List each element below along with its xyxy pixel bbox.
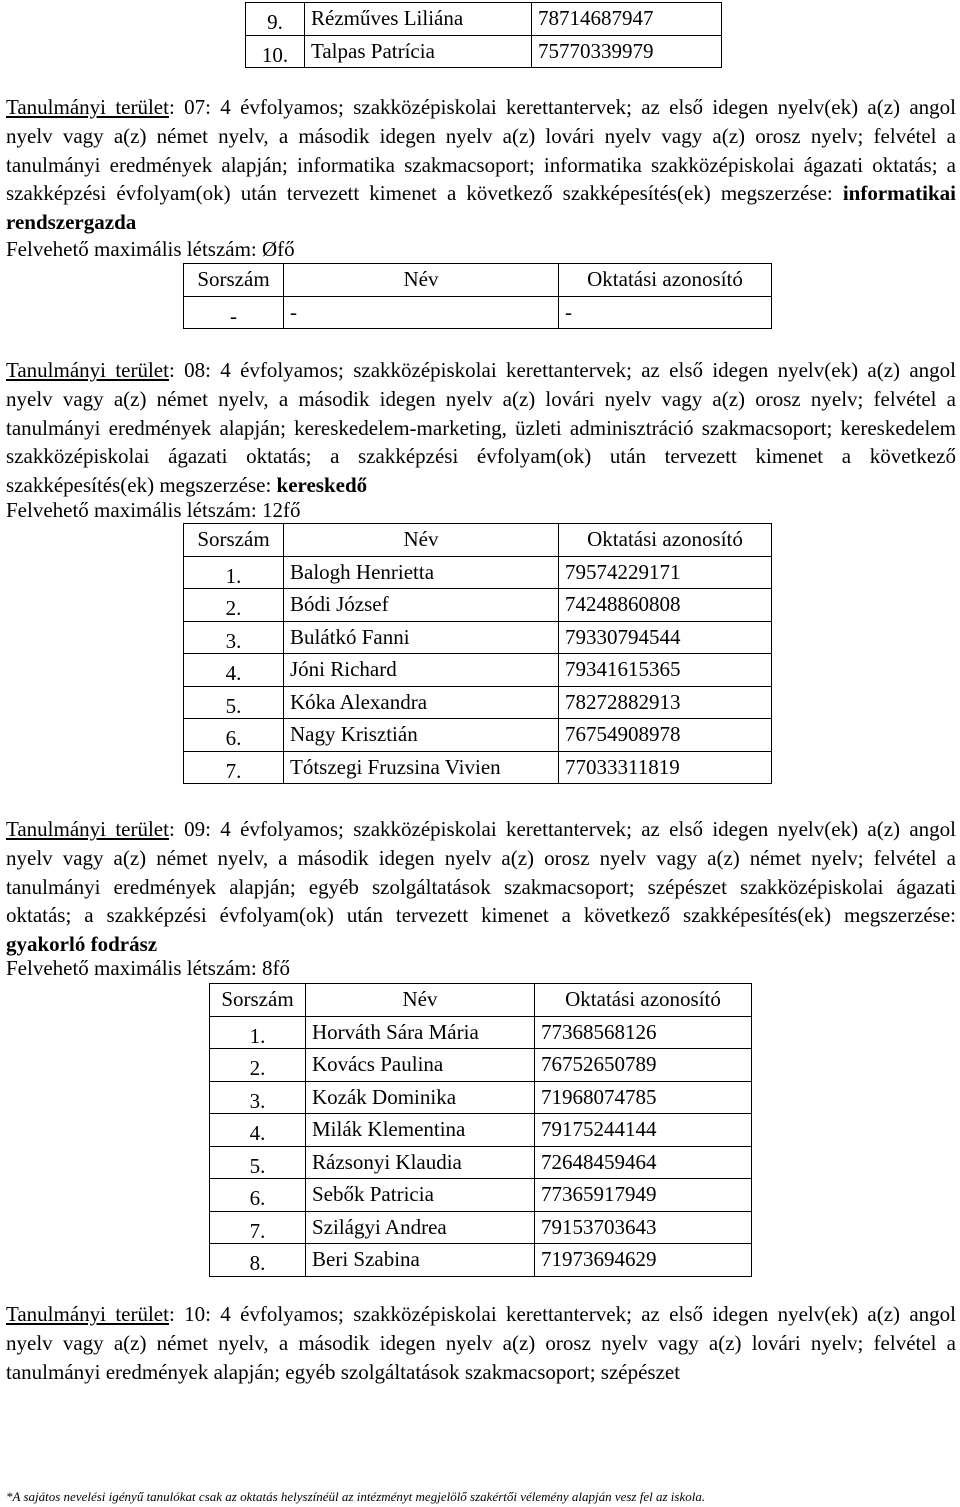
header-sorszam: Sorszám [210,984,306,1017]
row-name: Horváth Sára Mária [306,1016,535,1049]
row-number: 10. [246,35,305,68]
row-name: Jóni Richard [284,654,559,687]
row-id: 71973694629 [535,1244,752,1277]
row-number: 1. [210,1016,306,1049]
header-nev: Név [284,524,559,557]
table-row [184,556,772,589]
section-capacity: Felvehető maximális létszám: 12fő [6,498,301,522]
section-text: : 08: 4 évfolyamos; szakközépiskolai kerettantervek; az első idegen nyelv(ek) a(z) angol nyelv vagy a(z) német nyelv, a második idegen nyelv a(z) lovári nyelv vagy a(z) orosz nyelv; felvétel a tanulmányi eredmények alapján; kereskedelem-marketing, üzleti adminisztráció szakmacsoport; kereskedelem szakközépiskolai ágazati oktatás; a szakképzési évfolyam(ok) után tervezett kimenet a következő szakképesítés(ek) megszerzése: [6,358,956,498]
row-id: 72648459464 [535,1146,752,1179]
row-name: Bódi József [284,589,559,622]
header-nev: Név [284,264,559,297]
row-id: 75770339979 [532,35,722,68]
header-nev: Név [306,984,535,1017]
row-number: 3. [210,1081,306,1114]
section-label: Tanulmányi terület [6,1302,169,1326]
section-label: Tanulmányi terület [6,358,169,382]
row-number: 3. [184,621,284,654]
row-number: - [184,296,284,329]
section-capacity: Felvehető maximális létszám: Øfő [6,237,295,261]
table-row [210,1179,752,1212]
section-label: Tanulmányi terület [6,817,169,841]
row-id: 79330794544 [559,621,772,654]
row-number: 7. [210,1211,306,1244]
row-id: 77033311819 [559,751,772,784]
section-description [6,356,956,500]
header-sorszam: Sorszám [184,524,284,557]
section-capacity: Felvehető maximális létszám: 8fő [6,956,291,980]
row-number: 6. [184,719,284,752]
row-name: Kovács Paulina [306,1049,535,1082]
table-row [210,1049,752,1082]
section-label: Tanulmányi terület [6,95,169,119]
table-row [184,686,772,719]
row-name: Bulátkó Fanni [284,621,559,654]
table-row [184,654,772,687]
row-name: Rázsonyi Klaudia [306,1146,535,1179]
row-name: Milák Klementina [306,1114,535,1147]
row-name: Nagy Krisztián [284,719,559,752]
row-id: 76754908978 [559,719,772,752]
table-row [184,751,772,784]
section-qualification: kereskedő [276,473,368,498]
row-id: 76752650789 [535,1049,752,1082]
row-number: 8. [210,1244,306,1277]
row-name: Sebők Patricia [306,1179,535,1212]
table-row [210,1016,752,1049]
row-id: 77365917949 [535,1179,752,1212]
section-text: : 07: 4 évfolyamos; szakközépiskolai kerettantervek; az első idegen nyelv(ek) a(z) angol nyelv vagy a(z) német nyelv, a második idegen nyelv a(z) lovári nyelv vagy a(z) orosz nyelv; felvétel a tanulmányi eredmények alapján; informatika szakmacsoport; informatika szakközépiskolai ágazati oktatás; a szakképzési évfolyam(ok) után tervezett kimenet a következő szakképesítés(ek) megszerzése: [6,95,956,206]
section-description [6,1300,956,1386]
row-name: Beri Szabina [306,1244,535,1277]
row-id: 79153703643 [535,1211,752,1244]
top-table [245,2,722,68]
table-row [210,1114,752,1147]
header-azonosito: Oktatási azonosító [559,524,772,557]
header-azonosito: Oktatási azonosító [559,264,772,297]
row-name: Balogh Henrietta [284,556,559,589]
table-row [184,296,772,329]
section-qualification: gyakorló fodrász [6,932,158,957]
row-name: Tótszegi Fruzsina Vivien [284,751,559,784]
table-row [210,1244,752,1277]
row-name: Talpas Patrícia [305,35,532,68]
row-number: 1. [184,556,284,589]
row-number: 2. [210,1049,306,1082]
section-description [6,815,956,959]
row-id: - [559,296,772,329]
row-number: 9. [246,3,305,36]
footnote: *A sajátos nevelési igényű tanulókat csak az oktatás helyszínéül az intézményt megjelölő szakértői vélemény alapján vesz fel az iskola. [6,1489,706,1504]
table-row [184,589,772,622]
row-id: 77368568126 [535,1016,752,1049]
header-azonosito: Oktatási azonosító [535,984,752,1017]
section-text: : 10: 4 évfolyamos; szakközépiskolai kerettantervek; az első idegen nyelv(ek) a(z) angol nyelv vagy a(z) német nyelv, a második idegen nyelv a(z) orosz nyelv vagy a(z) lovári nyelv; felvétel a tanulmányi eredmények alapján; egyéb szolgáltatások szakmacsoport; szépészet [6,1302,956,1384]
student-table [183,523,772,784]
table-header-row [184,524,772,557]
row-number: 2. [184,589,284,622]
section-qualification: informatikai rendszergazda [6,181,956,235]
table-row [210,1146,752,1179]
row-name: Szilágyi Andrea [306,1211,535,1244]
section-description [6,93,956,237]
student-table [209,983,752,1277]
row-id: 74248860808 [559,589,772,622]
table-row [184,719,772,752]
row-name: Kozák Dominika [306,1081,535,1114]
row-number: 4. [184,654,284,687]
table-row [210,1081,752,1114]
row-name: - [284,296,559,329]
row-id: 78272882913 [559,686,772,719]
table-row [246,3,722,36]
row-number: 6. [210,1179,306,1212]
row-number: 5. [210,1146,306,1179]
student-table [183,263,772,329]
table-row [210,1211,752,1244]
row-id: 79574229171 [559,556,772,589]
table-header-row [184,264,772,297]
row-id: 71968074785 [535,1081,752,1114]
row-number: 5. [184,686,284,719]
table-row [184,621,772,654]
table-row [246,35,722,68]
table-header-row [210,984,752,1017]
row-name: Rézműves Liliána [305,3,532,36]
row-number: 7. [184,751,284,784]
row-id: 79341615365 [559,654,772,687]
row-number: 4. [210,1114,306,1147]
section-text: : 09: 4 évfolyamos; szakközépiskolai kerettantervek; az első idegen nyelv(ek) a(z) angol nyelv vagy a(z) német nyelv, a második idegen nyelv a(z) orosz nyelv vagy a(z) német nyelv; felvétel a tanulmányi eredmények alapján; egyéb szolgáltatások szakmacsoport; szépészet szakközépiskolai ágazati oktatás; a szakképzési évfolyam(ok) után tervezett kimenet a következő szakképesítés(ek) megszerzése: [6,817,956,928]
header-sorszam: Sorszám [184,264,284,297]
row-name: Kóka Alexandra [284,686,559,719]
row-id: 79175244144 [535,1114,752,1147]
row-id: 78714687947 [532,3,722,36]
